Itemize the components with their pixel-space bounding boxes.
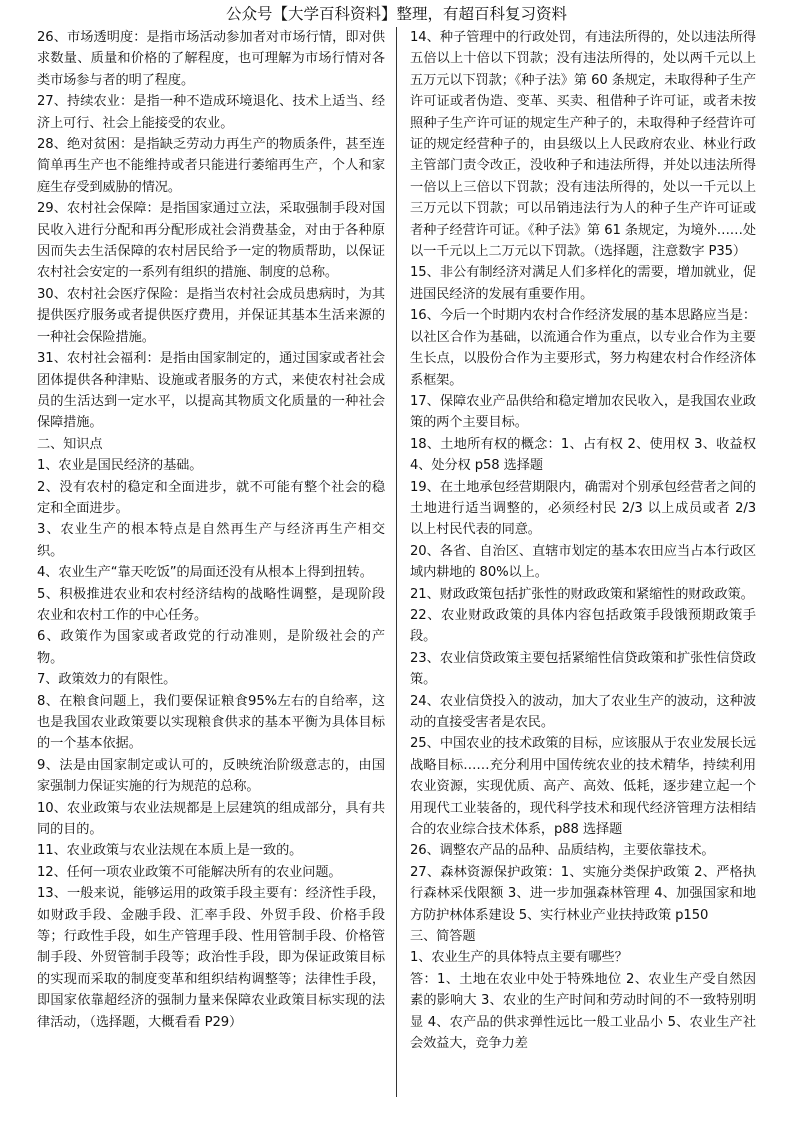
knowledge-point-15: 15、非公有制经济对满足人们多样化的需要，增加就业，促进国民经济的发展有重要作用。 — [410, 265, 756, 302]
definition-28: 28、绝对贫困：是指缺乏劳动力再生产的物质条件，甚至连简单再生产也不能维持或者只能进行萎缩再生产，个人和家庭生存受到威胁的情况。 — [37, 137, 385, 195]
knowledge-point-20: 20、各省、自治区、直辖市划定的基本农田应当占本行政区域内耕地的 80%以上。 — [410, 543, 756, 581]
knowledge-point-3: 3、农业生产的根本特点是自然再生产与经济再生产相交织。 — [37, 522, 385, 559]
knowledge-point-12: 12、任何一项农业政策不可能解决所有的农业问题。 — [37, 864, 342, 880]
knowledge-point-21: 21、财政政策包括扩张性的财政政策和紧缩性的财政政策。 — [410, 586, 754, 602]
knowledge-point-24: 24、农业信贷投入的波动，加大了农业生产的波动，这种波动的直接受害者是农民。 — [410, 693, 756, 730]
definition-26: 26、市场透明度：是指市场活动参加者对市场行情，即对供求数量、质量和价格的了解程度，也可理解为市场行情对各类市场参与者的明了程度。 — [37, 30, 385, 88]
answer-1: 答：1、土地在农业中处于特殊地位 2、农业生产受自然因素的影响大 3、农业的生产时间和劳动时间的不一致特别明显 4、农产品的供求弹性远比一般工业品小 5、农业生产社会效益大，竞争力差 — [410, 971, 756, 1052]
definition-31: 31、农村社会福利：是指由国家制定的，通过国家或者社会团体提供各种津贴、设施或者服务的方式，来使农村社会成员的生活达到一定水平，以提高其物质文化质量的一种社会保障措施。 — [37, 351, 385, 431]
knowledge-point-25: 25、中国农业的技术政策的目标，应该服从于农业发展长远战略目标……充分利用中国传统农业的技术精华，持续利用农业资源，实现优质、高产、高效、低耗，逐步建立起一个用现代工业装备的，现代科学技术和现代经济管理方法相结合的农业综合技术体系，p88 选择题 — [410, 736, 756, 838]
right-column — [410, 27, 756, 1097]
page-header: 公众号【大学百科资料】整理，有超百科复习资料 — [225, 5, 567, 23]
knowledge-point-13: 13、一般来说，能够运用的政策手段主要有：经济性手段，如财政手段、金融手段、汇率手段、外贸手段、价格手段等；行政性手段，如生产管理手段、性用管制手段、价格管制手段、外贸管制手段等；政治性手段，即为保证政策目标的实现而采取的制度变革和组织结构调整等；法律性手段，即国家依靠超经济的强制力量来保障农业政策目标实现的法律活动，（选择题，大概看看 P29） — [37, 886, 385, 1030]
knowledge-point-1: 1、农业是国民经济的基础。 — [37, 458, 203, 474]
definition-30: 30、农村社会医疗保险：是指当农村社会成员患病时，为其提供医疗服务或者提供医疗费用，并保证其基本生活来源的一种社会保险措施。 — [37, 286, 385, 345]
knowledge-point-7: 7、政策效力的有限性。 — [37, 672, 177, 688]
knowledge-point-9: 9、法是由国家制定或认可的，反映统治阶级意志的，由国家强制力保证实施的行为规范的总称。 — [37, 757, 385, 795]
section-heading-short-answer: 三、简答题 — [410, 929, 476, 945]
question-1: 1、农业生产的具体特点主要有哪些？ — [410, 950, 628, 966]
knowledge-point-5: 5、积极推进农业和农村经济结构的战略性调整，是现阶段农业和农村工作的中心任务。 — [37, 586, 385, 623]
knowledge-point-10: 10、农业政策与农业法规都是上层建筑的组成部分，具有共同的目的。 — [37, 800, 385, 838]
column-divider — [396, 27, 397, 1097]
knowledge-point-4: 4、农业生产“靠天吃饭”的局面还没有从根本上得到扭转。 — [37, 565, 373, 581]
knowledge-point-11: 11、农业政策与农业法规在本质上是一致的。 — [37, 843, 303, 859]
knowledge-point-14: 14、种子管理中的行政处罚，有违法所得的，处以违法所得五倍以上十倍以下罚款；没有违法所得的，处以两千元以上五万元以下罚款；《种子法》第 60 条规定，未取得种子生产许可证或者伪造、变革、买卖、租借种子许可证，或者未按照种子生产许可证的规定生产种子的，未取得种子经营许可证的规定经营种子的，由县级以上人民政府农业、林业行政主管部门责令改正，没收种子和违法所得，并处以违法所得一倍以上三倍以下罚款；没有违法所得的，处以一千元以上三万元以下罚款；可以吊销违法行为人的种子生产许可证或者种子经营许可证。《种子法》第 61 条规定，为境外……处以一千元以上二万元以下罚款。（选择题，注意数字 P35） — [410, 30, 756, 260]
definition-29: 29、农村社会保障：是指国家通过立法，采取强制手段对国民收入进行分配和再分配形成社会消费基金，对由于各种原因而失去生活保障的农村居民给予一定的物质帮助，以保证农村社会安定的一系列有组织的措施、制度的总称。 — [37, 201, 385, 281]
knowledge-point-19: 19、在土地承包经营期限内，确需对个别承包经营者之间的土地进行适当调整的，必须经村民 2/3 以上成员或者 2/3 以上村民代表的同意。 — [410, 479, 756, 538]
knowledge-point-16: 16、今后一个时期内农村合作经济发展的基本思路应当是：以社区合作为基础，以流通合作为重点，以专业合作为主要生长点，以股份合作为主要形式，努力构建农村合作经济体系框架。 — [410, 308, 756, 388]
knowledge-point-18: 18、土地所有权的概念：1、占有权 2、使用权 3、收益权 4、处分权 p58 选择题 — [410, 436, 756, 474]
knowledge-point-22: 22、农业财政政策的具体内容包括政策手段饿预期政策手段。 — [410, 607, 756, 645]
left-column — [37, 27, 385, 1097]
knowledge-point-27: 27、森林资源保护政策：1、实施分类保护政策 2、严格执行森林采伐限额 3、进一步加强森林管理 4、加强国家和地方防护林体系建设 5、实行林业产业扶持政策 p150 — [410, 864, 756, 923]
knowledge-point-6: 6、政策作为国家或者政党的行动准则，是阶级社会的产物。 — [37, 629, 385, 666]
knowledge-point-8: 8、在粮食问题上，我们要保证粮食95%左右的自给率，这也是我国农业政策要以实现粮食供求的基本平衡为具体目标的一个基本依据。 — [37, 693, 385, 752]
definition-27: 27、持续农业：是指一种不造成环境退化、技术上适当、经济上可行、社会上能接受的农业。 — [37, 94, 385, 131]
knowledge-point-23: 23、农业信贷政策主要包括紧缩性信贷政策和扩张性信贷政策。 — [410, 650, 756, 688]
section-heading-knowledge-points: 二、知识点 — [37, 436, 103, 452]
knowledge-point-17: 17、保障农业产品供给和稳定增加农民收入，是我国农业政策的两个主要目标。 — [410, 393, 756, 431]
knowledge-point-26: 26、调整农产品的品种、品质结构，主要依靠技术。 — [410, 843, 715, 859]
knowledge-point-2: 2、没有农村的稳定和全面进步，就不可能有整个社会的稳定和全面进步。 — [37, 479, 385, 516]
